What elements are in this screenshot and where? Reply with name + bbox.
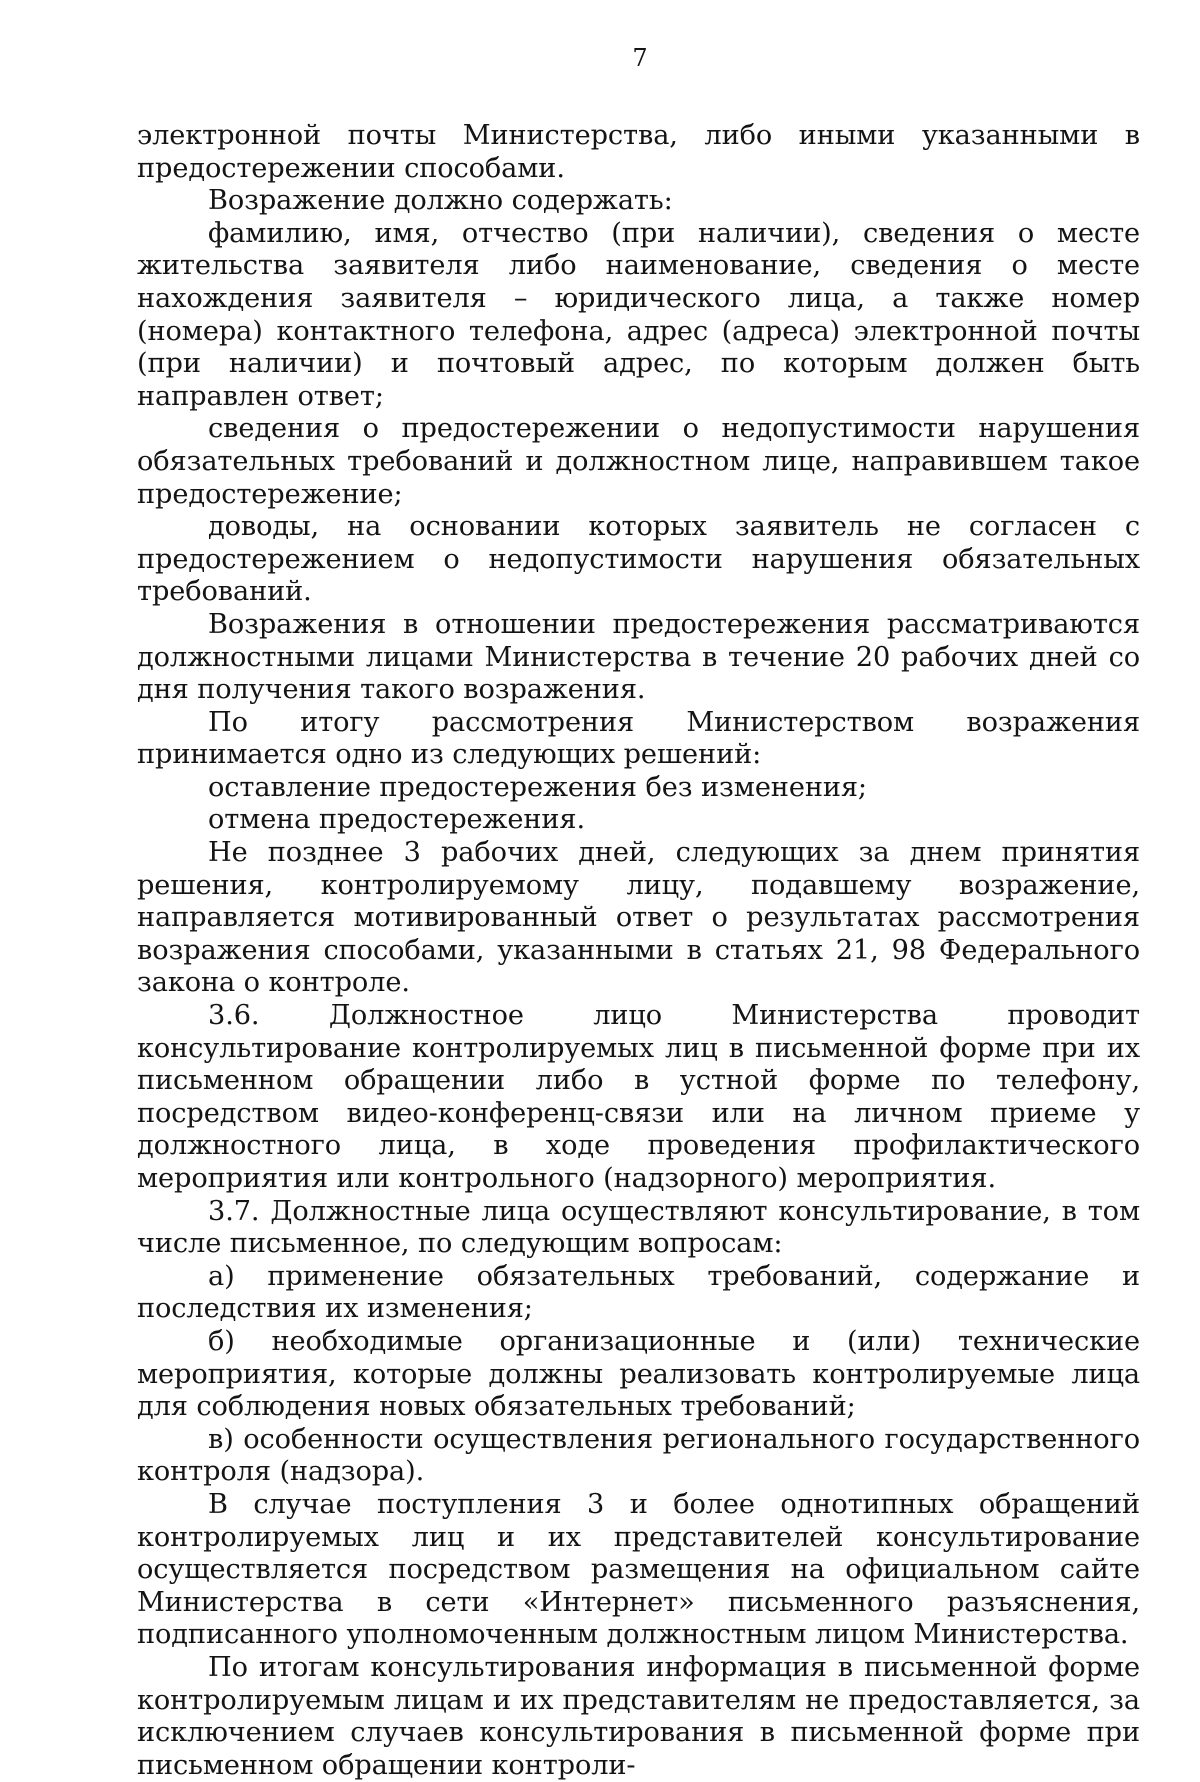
- list-item: в) особенности осуществления регионального государственного контроля (надзора).: [137, 1423, 1140, 1488]
- paragraph: В случае поступления 3 и более однотипных обращений контролируемых лиц и их представителей консультирование осуществляется посредством размещения на официальном сайте Министерства в сети «Интернет» письменного разъяснения, подписанного уполномоченным должностным лицом Министерства.: [137, 1488, 1140, 1651]
- paragraph: оставление предостережения без изменения;: [208, 771, 867, 803]
- paragraph: доводы, на основании которых заявитель не согласен с предостережением о недопустимости нарушения обязательных требований.: [137, 511, 1140, 608]
- paragraph: фамилию, имя, отчество (при наличии), сведения о месте жительства заявителя либо наименование, сведения о месте нахождения заявителя – юридического лица, а также номер (номера) контактного телефона, адрес (адреса) электронной почты (при наличии) и почтовый адрес, по которым должен быть направлен ответ;: [137, 217, 1140, 412]
- paragraph: Возражения в отношении предостережения рассматриваются должностными лицами Министерства в течение 20 рабочих дней со дня получения такого возражения.: [137, 608, 1140, 706]
- paragraph: По итогу рассмотрения Министерством возражения принимается одно из следующих решений:: [137, 706, 1140, 771]
- paragraph: Не позднее 3 рабочих дней, следующих за днем принятия решения, контролируемому лицу, подавшему возражение, направляется мотивированный ответ о результатах рассмотрения возражения способами, указанными в статьях 21, 98 Федерального закона о контроле.: [137, 837, 1140, 999]
- page-number: 7: [632, 44, 648, 72]
- paragraph: отмена предостережения.: [208, 804, 586, 836]
- section-paragraph: 3.6. Должностное лицо Министерства проводит консультирование контролируемых лиц в письменной форме при их письменном обращении либо в устной форме по телефону, посредством видео-конференц-связи или на личном приеме у должностного лица, в ходе проведения профилактического мероприятия или контрольного (надзорного) мероприятия.: [137, 1000, 1140, 1194]
- paragraph: Возражение должно содержать:: [208, 185, 673, 217]
- section-paragraph: 3.7. Должностные лица осуществляют консультирование, в том числе письменное, по следующим вопросам:: [137, 1195, 1140, 1260]
- list-item: б) необходимые организационные и (или) технические мероприятия, которые должны реализовать контролируемые лица для соблюдения новых обязательных требований;: [137, 1325, 1140, 1423]
- document-body: [137, 120, 1140, 1782]
- paragraph: сведения о предостережении о недопустимости нарушения обязательных требований и должностном лице, направившем такое предостережение;: [137, 413, 1140, 510]
- paragraph: электронной почты Министерства, либо иными указанными в предостережении способами.: [137, 120, 1140, 184]
- paragraph: По итогам консультирования информация в письменной форме контролируемым лицам и их представителям не предоставляется, за исключением случаев консультирования в письменной форме при письменном обращении контроли-: [137, 1651, 1140, 1781]
- list-item: а) применение обязательных требований, содержание и последствия их изменения;: [137, 1260, 1140, 1325]
